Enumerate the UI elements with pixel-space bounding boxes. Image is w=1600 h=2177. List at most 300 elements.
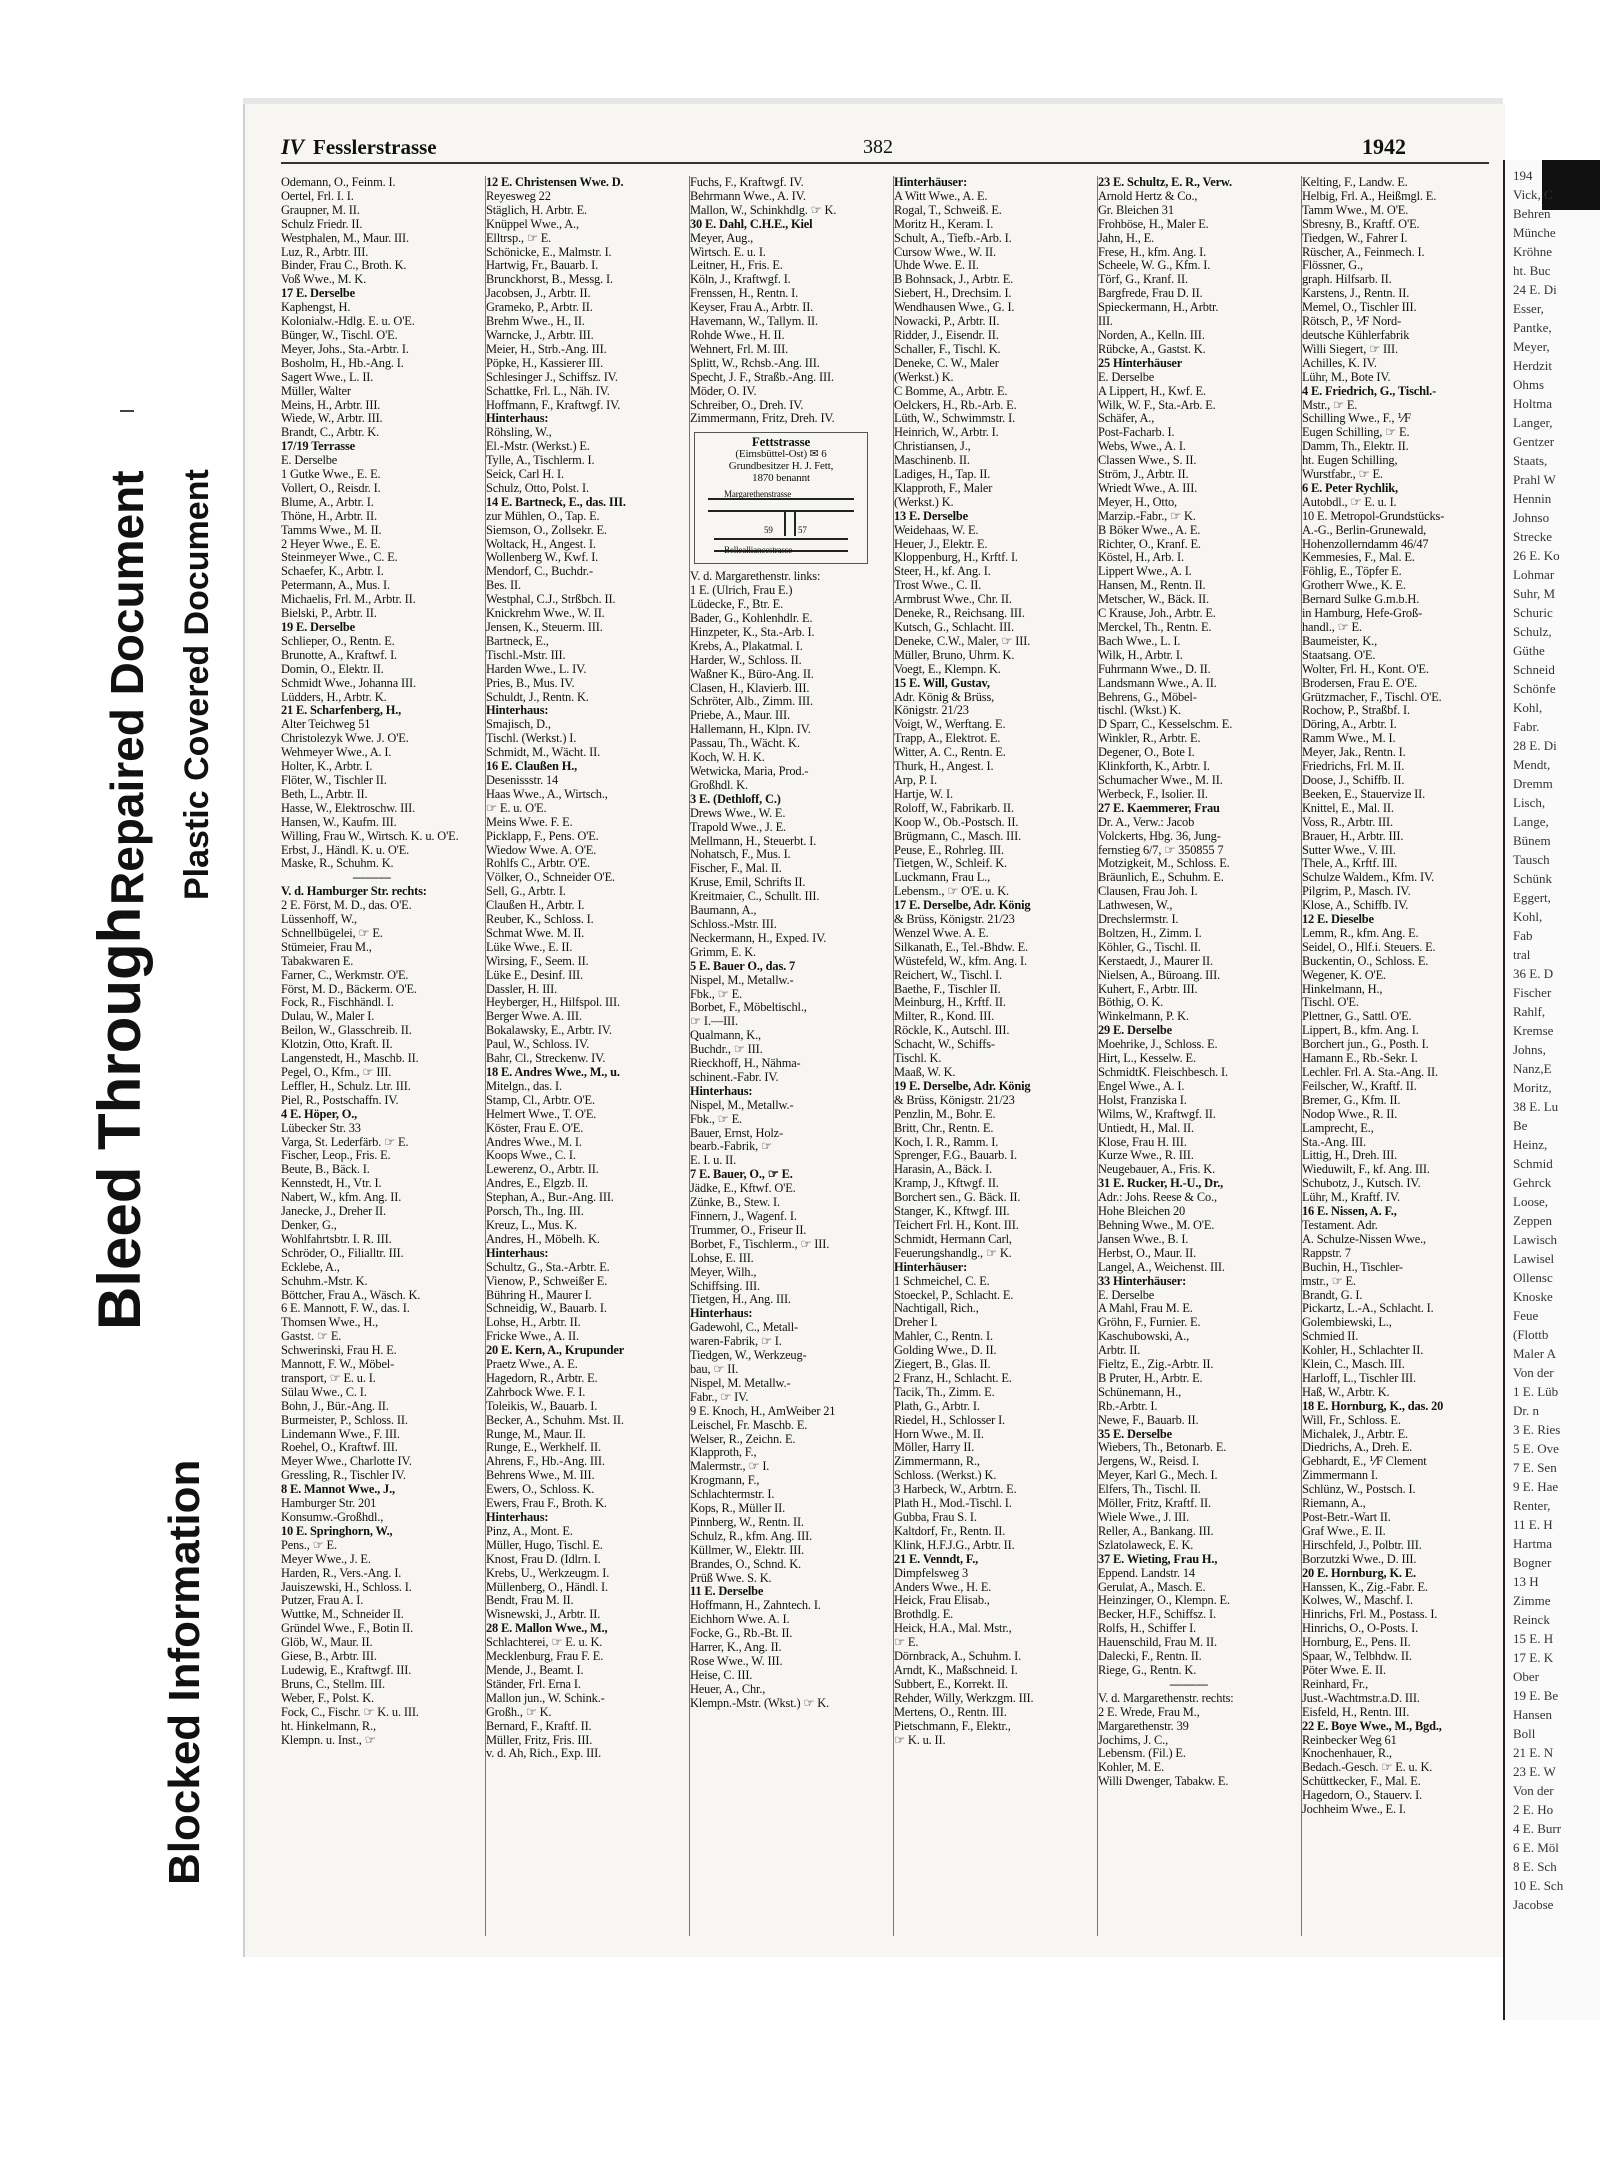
directory-entry: Schmidt, M., Wächt. II. <box>486 746 601 760</box>
directory-entry: bau, ☞ II. <box>690 1362 739 1376</box>
directory-entry: Kaltdorf, Fr., Rentn. II. <box>894 1524 1006 1538</box>
directory-entry: A Witt Wwe., A. E. <box>894 189 988 203</box>
directory-entry: III. <box>1098 315 1113 329</box>
directory-entry: Arnold Hertz & Co., <box>1098 189 1198 203</box>
directory-entry: Lüth, W., Schwimmstr. I. <box>894 412 1016 426</box>
directory-entry: Nispel, M., Metallw.- <box>690 1098 794 1112</box>
directory-entry: Schmied II. <box>1302 1330 1359 1344</box>
directory-entry: Kloppenburg, H., Krftf. I. <box>894 551 1018 565</box>
edge-fragment: Heinz, <box>1513 1137 1548 1152</box>
directory-entry: Wendhausen Wwe., G. I. <box>894 301 1015 315</box>
directory-entry: Kreitmaier, C., Schullt. III. <box>690 890 820 904</box>
directory-entry: Ludewig, E., Kraftwgf. III. <box>281 1663 412 1677</box>
directory-entry: Motzigkeit, M., Schloss. E. <box>1098 857 1230 871</box>
directory-entry: Malermstr., ☞ I. <box>690 1460 770 1474</box>
directory-entry: Zünke, B., Stew. I. <box>690 1196 780 1210</box>
directory-entry: 19 E. Derselbe <box>281 621 355 634</box>
directory-entry: Kutsch, G., Schlacht. III. <box>894 621 1014 634</box>
directory-entry: Kruse, Emil, Schrifts II. <box>690 876 806 890</box>
edge-fragment: Reinck <box>1513 1612 1550 1627</box>
directory-entry: 4 E. Höper, O., <box>281 1107 358 1121</box>
directory-entry: Smajisch, D., <box>486 718 551 732</box>
directory-entry: 10 E. Metropol-Grundstücks- <box>1302 509 1445 523</box>
directory-entry: E. I. u. II. <box>690 1154 737 1168</box>
directory-entry: Lippert, B., kfm. Ang. I. <box>1302 1024 1419 1038</box>
directory-entry: Stümeier, Frau M., <box>281 940 372 954</box>
directory-entry: Moehrike, J., Schloss. E. <box>1098 1038 1218 1052</box>
directory-entry: Harasin, A., Bäck. I. <box>894 1163 993 1177</box>
directory-entry: 21 E. Scharfenberg, H., <box>281 704 402 718</box>
directory-entry: E. Derselbe <box>1098 370 1155 384</box>
edge-fragment: ht. Buc <box>1513 263 1551 278</box>
directory-entry: Hinterhaus: <box>690 1084 753 1098</box>
directory-entry: Thurk, H., Angest. I. <box>894 760 994 774</box>
directory-entry: Wirtsch. E. u. I. <box>690 245 766 259</box>
directory-entry: Haas Wwe., A., Wirtsch., <box>486 787 608 801</box>
edge-fragment: Jacobse <box>1513 1897 1554 1912</box>
directory-entry: Koch, I. R., Ramm. I. <box>894 1135 999 1149</box>
directory-entry: Berger Wwe. A. III. <box>486 1010 582 1024</box>
directory-entry: Wüstefeld, W., kfm. Ang. I. <box>894 954 1027 968</box>
directory-entry: Eppend. Landstr. 14 <box>1098 1566 1195 1580</box>
directory-entry: Subbert, E., Korrekt. II. <box>894 1677 1008 1691</box>
directory-entry: Schulz, Otto, Polst. I. <box>486 481 589 495</box>
directory-entry: Grameko, P., Arbtr. II. <box>486 301 593 315</box>
directory-entry: Brauer, H., Arbtr. III. <box>1302 829 1404 843</box>
directory-entry: Lohse, E. III. <box>690 1251 754 1265</box>
directory-entry: Schreiber, O., Dreh. IV. <box>690 398 804 412</box>
directory-entry: Hansen, W., Kaufm. III. <box>281 815 397 829</box>
directory-entry: 8 E. Mannot Wwe., J., <box>281 1483 395 1497</box>
directory-entry: Lübecker Str. 33 <box>281 1121 361 1135</box>
directory-entry: Schaller, F., Tischl. K. <box>894 342 1001 356</box>
edge-fragment: Vick, C <box>1513 187 1553 202</box>
directory-entry: Holter, K., Arbtr. I. <box>281 760 373 774</box>
directory-entry: Rogal, T., Schweiß. E. <box>894 203 1002 217</box>
directory-entry: Paul, W., Schloss. IV. <box>486 1038 590 1052</box>
directory-entry: Sülau Wwe., C. I. <box>281 1385 367 1399</box>
directory-entry: Bes. II. <box>486 579 521 593</box>
edge-fragment: 36 E. D <box>1513 966 1554 981</box>
directory-entry: Hagedorn, O., Stauerv. I. <box>1302 1789 1423 1803</box>
directory-entry: Friedrichs, Frl. M. II. <box>1302 760 1405 774</box>
edge-fragment: Kröhne <box>1513 244 1552 259</box>
directory-entry: Bohn, J., Bür.-Ang. II. <box>281 1399 389 1413</box>
directory-entry: Bedach.-Gesch. ☞ E. u. K. <box>1302 1761 1433 1775</box>
directory-entry: Schröder, O., Filialltr. III. <box>281 1246 404 1260</box>
directory-entry: Hagedorn, R., Arbtr. E. <box>486 1371 598 1385</box>
directory-entry: Wurstfabr., ☞ E. <box>1302 468 1383 482</box>
directory-entry: Buckentin, O., Schloss. E. <box>1302 954 1429 968</box>
directory-entry: Landsmann Wwe., A. II. <box>1098 676 1217 690</box>
side-label-strip <box>0 0 240 2177</box>
directory-entry: Riege, G., Rentn. K. <box>1098 1663 1197 1677</box>
directory-entry: Kaphengst, H. <box>281 301 351 315</box>
directory-entry: Knickrehm Wwe., W. II. <box>486 607 605 621</box>
directory-entry: Behning Wwe., M. O'E. <box>1098 1218 1215 1232</box>
edge-fragment: Renter, <box>1513 1498 1551 1513</box>
map-label-59: 59 <box>764 525 773 536</box>
directory-entry: Schult, A., Tiefb.-Arb. I. <box>894 231 1012 245</box>
directory-entry: Ecklebe, A., <box>281 1260 340 1274</box>
directory-entry: Meins Wwe. F. E. <box>486 815 573 829</box>
directory-entry: D Sparr, C., Kesselschm. E. <box>1098 718 1233 732</box>
directory-entry: Jahn, H., E. <box>1098 231 1155 245</box>
edge-fragment: Schuric <box>1513 605 1553 620</box>
directory-entry: Keyser, Frau A., Arbtr. II. <box>690 301 814 315</box>
directory-entry: ☞ E. u. O'E. <box>486 801 547 815</box>
directory-entry: 6 E. Peter Rychlik, <box>1302 481 1398 495</box>
directory-entry: Adr. König & Brüss, <box>894 690 995 704</box>
directory-entry: & Brüss, Königstr. 21/23 <box>894 1093 1015 1107</box>
directory-entry: Helbig, Frl. A., Heißmgl. E. <box>1302 189 1437 203</box>
directory-entry: Harloff, L., Tischler III. <box>1302 1371 1416 1385</box>
directory-entry: C Bomme, A., Arbtr. E. <box>894 384 1008 398</box>
edge-fragment: 2 E. Ho <box>1513 1802 1554 1817</box>
edge-fragment: Fischer <box>1513 985 1552 1000</box>
directory-entry: Harder, W., Schloss. II. <box>690 653 802 667</box>
directory-entry: Schuhm.-Mstr. K. <box>281 1274 368 1288</box>
directory-entry: Müller, Walter <box>281 384 351 398</box>
directory-entry: Bartneck, E., <box>486 634 549 648</box>
directory-entry: Pegel, O., Kfm., ☞ III. <box>281 1066 392 1079</box>
directory-entry: Giese, B., Arbtr. III. <box>281 1650 377 1664</box>
directory-entry: Klink, H.F.J.G., Arbtr. II. <box>894 1538 1015 1552</box>
directory-entry: 12 E. Christensen Wwe. D. <box>486 176 624 189</box>
edge-fragment: Schulz, <box>1513 624 1552 639</box>
edge-fragment: 17 E. K <box>1513 1650 1554 1665</box>
directory-entry: Gastst. ☞ E. <box>281 1330 342 1344</box>
directory-entry: Rohde Wwe., H. II. <box>690 328 785 342</box>
directory-entry: Binder, Frau C., Broth. K. <box>281 259 407 273</box>
directory-entry: Woltack, H., Angest. I. <box>486 537 596 551</box>
directory-entry: Tamms Wwe., M. II. <box>281 523 382 537</box>
directory-entry: Sutter Wwe., V. III. <box>1302 843 1396 857</box>
fettstrasse-title: Fettstrasse <box>751 434 811 450</box>
directory-entry: Willi Dwenger, Tabakw. E. <box>1098 1775 1229 1789</box>
edition-year: 1942 <box>1362 134 1406 159</box>
directory-entry: Küllmer, W., Elektr. III. <box>690 1543 805 1557</box>
directory-entry: Hartje, W. I. <box>894 787 953 801</box>
directory-entry: Thomsen Wwe., H., <box>281 1316 379 1330</box>
edge-fragment: Hansen <box>1513 1707 1552 1722</box>
directory-entry: 14 E. Bartneck, E., das. III. <box>486 495 626 509</box>
directory-entry: Knüppel Wwe., A., <box>486 217 579 231</box>
directory-entry: Brehm Wwe., H., II. <box>486 315 585 329</box>
directory-entry: 20 E. Kern, A., Krupunder <box>486 1344 625 1358</box>
directory-entry: Krebs, U., Werkzeugm. I. <box>486 1566 610 1580</box>
directory-entry: Merckel, Th., Rentn. E. <box>1098 621 1212 634</box>
directory-entry: ☞ K. u. II. <box>894 1733 946 1747</box>
directory-entry: Schüttkecker, F., Mal. E. <box>1302 1775 1421 1789</box>
directory-entry: Koop W., Ob.-Postsch. II. <box>894 815 1019 829</box>
directory-entry: Heise, C. III. <box>690 1668 753 1682</box>
directory-entry: Wisnewski, J., Arbtr. II. <box>486 1608 601 1622</box>
directory-entry: Hinkelmann, H., <box>1302 982 1383 996</box>
edge-fragment: Maler A <box>1513 1346 1556 1361</box>
directory-entry: Meyer, Johs., Sta.-Arbtr. I. <box>281 342 409 356</box>
directory-entry: Lamprecht, E., <box>1302 1121 1374 1135</box>
directory-entry: Voss, R., Arbtr. III. <box>1302 815 1393 829</box>
directory-entry: Bokalawsky, E., Arbtr. IV. <box>486 1024 612 1038</box>
directory-entry: (Werkst.) K. <box>894 495 954 509</box>
directory-entry: Schmidt, Hermann Carl, <box>894 1232 1012 1246</box>
directory-entry: Klempn.-Mstr. (Wkst.) ☞ K. <box>690 1696 830 1710</box>
directory-entry: Nispel, M. Metallw.- <box>690 1376 791 1390</box>
directory-entry: Mecklenburg, Frau F. E. <box>486 1650 604 1664</box>
directory-entry: Domin, O., Elektr. II. <box>281 662 384 676</box>
directory-entry: 1 Gutke Wwe., E. E. <box>281 468 381 482</box>
directory-entry: Zimmermann, R., <box>894 1455 980 1469</box>
directory-entry: Klempn. u. Inst., ☞ <box>281 1733 376 1747</box>
directory-entry: Lohse, H., Arbtr. II. <box>486 1316 581 1330</box>
directory-entry: Meyer, Karl G., Mech. I. <box>1098 1469 1218 1483</box>
directory-entry: Schultz, G., Sta.-Arbtr. E. <box>486 1260 610 1274</box>
directory-entry: Krogmann, F., <box>690 1474 760 1488</box>
directory-entry: 3 E. (Dethloff, C.) <box>690 792 781 806</box>
directory-entry: Cursow Wwe., W. II. <box>894 245 996 259</box>
directory-entry: Karstens, J., Rentn. II. <box>1302 287 1410 301</box>
directory-entry: Voegt, E., Klempn. K. <box>894 662 1001 676</box>
directory-entry: Müller, Bruno, Uhrm. K. <box>894 648 1015 662</box>
directory-entry: Brandt, G. I. <box>1302 1288 1363 1302</box>
edge-fragment: Dr. n <box>1513 1403 1539 1418</box>
directory-entry: Brunotte, A., Kraftwf. I. <box>281 648 397 662</box>
directory-entry: Baumeister, K., <box>1302 634 1378 648</box>
directory-entry: Winkelmann, P. K. <box>1098 1010 1189 1024</box>
directory-entry: Willing, Frau W., Wirtsch. K. u. O'E. <box>281 829 459 843</box>
directory-entry: Kohler, M. E. <box>1098 1761 1165 1775</box>
directory-entry: 19 E. Derselbe, Adr. König <box>894 1079 1031 1093</box>
repaired-document-label: Repaired Document <box>101 470 153 905</box>
directory-entry: Schlesinger J., Schiffsz. IV. <box>486 370 618 384</box>
directory-entry: Adr.: Johs. Reese & Co., <box>1098 1191 1217 1205</box>
edge-fragment: 15 E. H <box>1513 1631 1554 1646</box>
directory-entry: Schmat Wwe. M. II. <box>486 926 585 940</box>
directory-entry: Heick, H.A., Mal. Mstr., <box>894 1622 1012 1636</box>
directory-entry: Pinnberg, W., Rentn. II. <box>690 1515 804 1529</box>
directory-entry: Krebs, A., Plakatmal. I. <box>690 639 803 653</box>
directory-entry: Köster, Frau E. O'E. <box>486 1121 584 1135</box>
directory-entry: ☞ E. <box>894 1636 919 1650</box>
edge-fragment: 7 E. Sen <box>1513 1460 1557 1475</box>
directory-entry: Fricke Wwe., A. II. <box>486 1330 579 1344</box>
directory-entry: Mitelgn., das. I. <box>486 1079 562 1093</box>
directory-entry: Hoffmann, H., Zahntech. I. <box>690 1599 821 1613</box>
directory-entry: Andres, E., Elgzb. II. <box>486 1177 588 1191</box>
directory-entry: Splitt, W., Rchsb.-Ang. III. <box>690 356 820 370</box>
directory-entry: Leischel, Fr. Maschb. E. <box>690 1418 808 1432</box>
directory-entry: Jochims, J. C., <box>1098 1733 1169 1747</box>
directory-entry: Wiele Wwe., J. III. <box>1098 1511 1190 1524</box>
directory-entry: schinent.-Fabr. IV. <box>690 1070 779 1084</box>
directory-entry: Christiansen, J., <box>894 440 971 454</box>
directory-entry: Bühring H., Maurer I. <box>486 1288 592 1302</box>
directory-entry: Hirschfeld, J., Polbtr. III. <box>1302 1538 1422 1552</box>
directory-entry: Tamm Wwe., M. O'E. <box>1302 203 1409 217</box>
directory-entry: Odemann, O., Feinm. I. <box>281 176 396 189</box>
directory-entry: Jochheim Wwe., E. I. <box>1302 1803 1406 1817</box>
edge-fragment: Behren <box>1513 206 1551 221</box>
directory-entry: Ladiges, H., Tap. II. <box>894 468 991 482</box>
directory-entry: Wohlfahrtsbtr. I. R. III. <box>281 1232 392 1246</box>
directory-entry: Neugebauer, A., Fris. K. <box>1098 1163 1216 1177</box>
directory-entry: Willi Siegert, ☞ III. <box>1302 342 1398 356</box>
directory-entry: Knost, Frau D. (Idlrn. I. <box>486 1552 601 1566</box>
directory-entry: Sagert Wwe., L. II. <box>281 370 374 384</box>
directory-entry: Hinzpeter, K., Sta.-Arb. I. <box>690 625 815 639</box>
directory-entry: Müllenberg, O., Händl. I. <box>486 1580 608 1594</box>
directory-entry: Trost Wwe., C. II. <box>894 579 982 593</box>
directory-entry: zur Mühlen, O., Tap. E. <box>486 509 600 523</box>
directory-entry: Arbtr. II. <box>1098 1344 1141 1358</box>
directory-entry: Memel, O., Tischler III. <box>1302 301 1417 315</box>
directory-entry: Ridder, J., Eisendr. II. <box>894 328 999 342</box>
directory-entry: Plath, G., Arbtr. I. <box>894 1399 980 1413</box>
directory-entry: Voigt, W., Werftang. E. <box>894 718 1006 732</box>
directory-entry: Runge, E., Werkhelf. II. <box>486 1441 601 1455</box>
directory-entry: Klose, Frau H. III. <box>1098 1135 1187 1149</box>
directory-entry: 1 Schmeichel, C. E. <box>894 1274 990 1288</box>
directory-entry: Schuldt, J., Rentn. K. <box>486 690 589 704</box>
directory-entry: 18 E. Hornburg, K., das. 20 <box>1302 1399 1444 1413</box>
directory-entry: Focke, G., Rb.-Bt. II. <box>690 1627 793 1641</box>
directory-entry: Wiebers, Th., Betonarb. E. <box>1098 1441 1227 1455</box>
directory-entry: Britt, Chr., Rentn. E. <box>894 1121 994 1135</box>
directory-entry: Vienow, P., Schweißer E. <box>486 1274 608 1288</box>
directory-entry: Luckmann, Frau L., <box>894 871 991 885</box>
edge-fragment: Münche <box>1513 225 1556 240</box>
directory-entry: Volckerts, Hbg. 36, Jung- <box>1098 829 1221 843</box>
directory-entry: Plath H., Mod.-Tischl. I. <box>894 1497 1012 1511</box>
directory-entry: Hohenzollerndamm 46/47 <box>1302 537 1429 551</box>
directory-entry: Grimm, E. K. <box>690 945 756 959</box>
directory-entry: Jensen, K., Steuerm. III. <box>486 621 603 634</box>
directory-entry: Reichert, W., Tischl. I. <box>894 968 1002 982</box>
directory-entry: Schünemann, H., <box>1098 1385 1182 1399</box>
header-rule <box>281 162 1489 164</box>
directory-entry: Dörnbrack, A., Schuhm. I. <box>894 1650 1022 1664</box>
directory-entry: Tabakwaren E. <box>281 954 354 968</box>
directory-entry: Fuhrmann Wwe., D. II. <box>1098 662 1211 676</box>
directory-entry: Michaelis, Frl. M., Arbtr. II. <box>281 593 416 607</box>
directory-entry: Lebensm. (Fil.) E. <box>1098 1747 1186 1761</box>
directory-entry: Deneke, R., Reichsang. III. <box>894 607 1025 621</box>
directory-entry: Döring, A., Arbtr. I. <box>1302 718 1397 732</box>
directory-entry: ——— <box>352 871 392 885</box>
edge-fragment: Boll <box>1513 1726 1536 1741</box>
directory-entry: Hansen, M., Rentn. II. <box>1098 579 1206 593</box>
directory-entry: Qualmann, K., <box>690 1029 762 1043</box>
edge-fragment: Knoske <box>1513 1289 1553 1304</box>
edge-fragment: Zimme <box>1513 1593 1551 1608</box>
directory-entry: Golding Wwe., D. II. <box>894 1344 997 1358</box>
directory-entry: Kaschubowski, A., <box>1098 1330 1190 1344</box>
edge-fragment: 24 E. Di <box>1513 282 1557 297</box>
directory-entry: Sprenger, F.G., Bauarb. I. <box>894 1149 1017 1163</box>
directory-entry: Westphalen, M., Maur. III. <box>281 231 409 245</box>
directory-entry: Schaefer, K., Arbtr. I. <box>281 565 384 579</box>
directory-entry: Varga, St. Lederfärb. ☞ E. <box>281 1135 409 1149</box>
directory-entry: 17 E. Derselbe, Adr. König <box>894 899 1031 913</box>
directory-entry: Rolfs, H., Schiffer I. <box>1098 1622 1196 1636</box>
directory-entry: Langenstedt, H., Maschb. II. <box>281 1052 419 1066</box>
directory-entry: 25 Hinterhäuser <box>1098 356 1183 370</box>
directory-entry: 18 E. Andres Wwe., M., u. <box>486 1066 620 1079</box>
edge-fragment: 26 E. Ko <box>1513 548 1560 563</box>
directory-entry: Just.-Wachtmstr.a.D. III. <box>1302 1691 1420 1705</box>
directory-entry: Weidehaas, W. E. <box>894 523 979 537</box>
directory-entry: Schröter, Alb., Zimm. III. <box>690 695 813 709</box>
directory-entry: 9 E. Knoch, H., AmWeiber 21 <box>690 1404 836 1418</box>
edge-fragment: Meyer, <box>1513 339 1550 354</box>
directory-entry: Klapproth, F., <box>690 1446 757 1460</box>
directory-entry: Feilscher, W., Kraftf. II. <box>1302 1079 1417 1093</box>
directory-entry: Schumacher Wwe., M. II. <box>1098 773 1223 787</box>
page-number: 382 <box>863 135 893 158</box>
edge-fragment: Kohl, <box>1513 909 1543 924</box>
directory-entry: Frenssen, H., Rentn. I. <box>690 287 799 301</box>
directory-entry: Arp, P. I. <box>894 773 937 787</box>
directory-entry: Graf Wwe., E. II. <box>1302 1524 1386 1538</box>
directory-entry: Toleikis, W., Bauarb. I. <box>486 1399 598 1413</box>
directory-entry: Zimmermann, Fritz, Dreh. IV. <box>690 412 835 426</box>
directory-entry: Jauiszewski, H., Schloss. I. <box>281 1580 412 1594</box>
directory-entry: Buchin, H., Tischler- <box>1302 1260 1403 1274</box>
directory-entry: Zimmermann I. <box>1302 1469 1378 1483</box>
directory-entry: Roloff, W., Fabrikarb. II. <box>894 801 1014 815</box>
directory-entry: Moritz H., Keram. I. <box>894 217 994 231</box>
directory-entry: Bernard Sulke G.m.b.H. <box>1302 593 1420 607</box>
directory-entry: 13 E. Derselbe <box>894 509 968 523</box>
directory-entry: Petermann, A., Mus. I. <box>281 579 390 593</box>
directory-entry: Klein, C., Masch. III. <box>1302 1358 1405 1372</box>
directory-entry: Tiedgen, W., Fahrer I. <box>1302 231 1408 245</box>
directory-entry: Ziegert, B., Glas. II. <box>894 1358 991 1372</box>
directory-entry: Welser, R., Zeichn. E. <box>690 1432 796 1446</box>
directory-entry: Steinmeyer Wwe., C. E. <box>281 551 398 565</box>
directory-entry: Stoeckel, P., Schlacht. E. <box>894 1288 1014 1302</box>
edge-fragment: 4 E. Burr <box>1513 1821 1562 1836</box>
directory-entry: Fock, R., Fischhändl. I. <box>281 996 394 1010</box>
directory-entry: Hauenschild, Frau M. II. <box>1098 1636 1217 1650</box>
street-heading: Fesslerstrasse <box>313 134 437 159</box>
fettstrasse-named: 1870 benannt <box>752 472 810 485</box>
directory-entry: Schattke, Frl. L., Näh. IV. <box>486 384 610 398</box>
directory-entry: Leitner, H., Fris. E. <box>690 259 783 273</box>
directory-entry: Havemann, W., Tallym. II. <box>690 315 818 329</box>
directory-entry: Dr. A., Verw.: Jacob <box>1098 815 1195 829</box>
directory-entry: Konsumw.-Großhdl., <box>281 1511 384 1524</box>
directory-columns <box>281 176 1491 1936</box>
directory-entry: Lebensm., ☞ O'E. u. K. <box>894 885 1009 899</box>
directory-entry: Lemm, R., kfm. Ang. E. <box>1302 926 1419 940</box>
directory-entry: Meyer, Aug., <box>690 231 754 245</box>
directory-entry: Harden Wwe., L. IV. <box>486 662 587 676</box>
directory-entry: & Brüss, Königstr. 21/23 <box>894 913 1015 927</box>
directory-entry: Müller, Hugo, Tischl. E. <box>486 1538 603 1552</box>
edge-fragment: Rahlf, <box>1513 1004 1546 1019</box>
directory-entry: 3 Harbeck, W., Arbtrn. E. <box>894 1483 1017 1497</box>
edge-fragment: Be <box>1513 1118 1528 1133</box>
directory-entry: Beute, B., Bäck. I. <box>281 1163 370 1177</box>
directory-entry: Fabr., ☞ IV. <box>690 1390 749 1404</box>
directory-entry: Autobdl., ☞ E. u. I. <box>1302 495 1397 509</box>
directory-entry: Eisfeld, H., Rentn. III. <box>1302 1705 1410 1719</box>
directory-entry: Staatsang. O'E. <box>1302 648 1376 662</box>
directory-entry: Boltzen, H., Zimm. I. <box>1098 926 1202 940</box>
directory-entry: Brügmann, C., Masch. III. <box>894 829 1022 843</box>
